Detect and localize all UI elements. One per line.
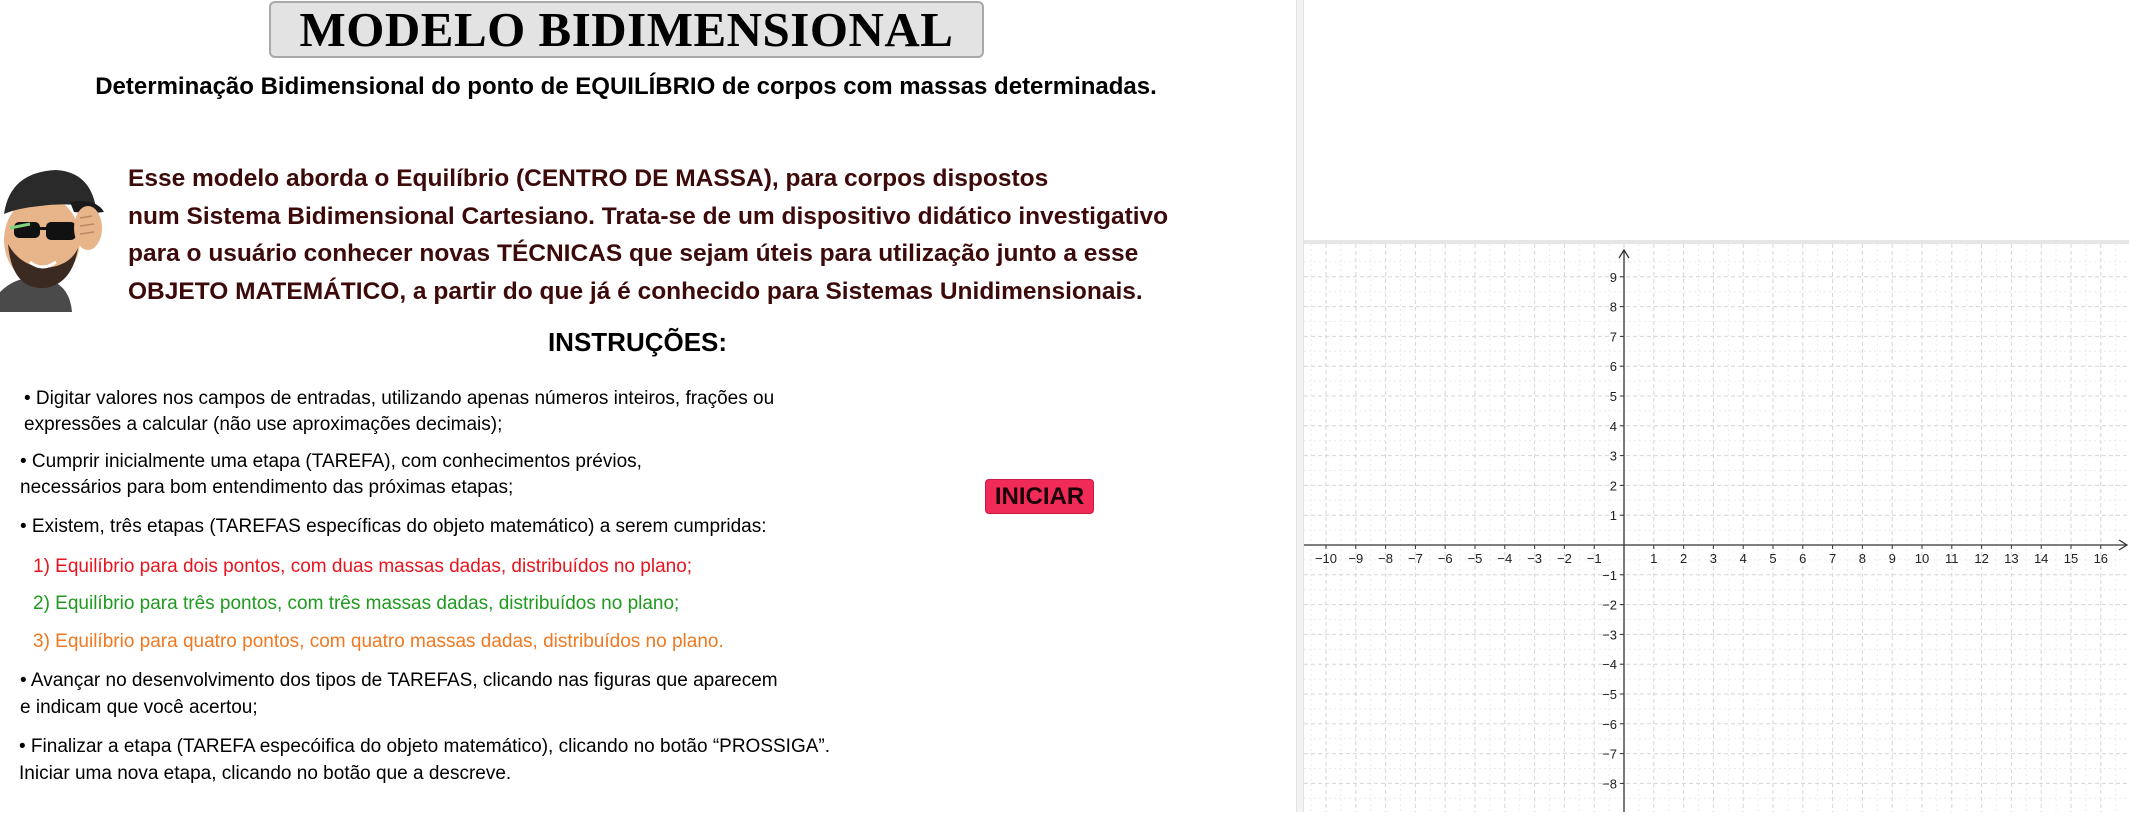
x-tick-label: 16 bbox=[2093, 551, 2109, 566]
x-tick-label: −4 bbox=[1497, 551, 1513, 566]
intro-line: Esse modelo aborda o Equilíbrio (CENTRO DE MASSA), para corpos dispostos bbox=[128, 165, 1049, 192]
y-tick-label: 6 bbox=[1609, 359, 1617, 375]
upper-graphics-panel bbox=[1304, 0, 2129, 244]
graphics-view[interactable] bbox=[1304, 244, 2129, 812]
y-tick-label: −3 bbox=[1602, 627, 1617, 643]
x-tick-label: 4 bbox=[1739, 551, 1747, 566]
x-tick-label: −2 bbox=[1556, 551, 1572, 566]
y-tick-label: 2 bbox=[1609, 478, 1617, 494]
instruction-item: expressões a calcular (não use aproximações decimais); bbox=[24, 414, 503, 435]
y-tick-label: −6 bbox=[1602, 716, 1617, 732]
x-tick-label: −6 bbox=[1437, 551, 1453, 566]
instruction-item: • Digitar valores nos campos de entradas, utilizando apenas números inteiros, frações ou bbox=[24, 388, 775, 409]
intro-paragraph bbox=[128, 160, 1228, 310]
page-title: MODELO BIDIMENSIONAL bbox=[299, 2, 954, 57]
x-tick-label: 1 bbox=[1650, 551, 1658, 566]
intro-line: OBJETO MATEMÁTICO, a partir do que já é conhecido para Sistemas Unidimensionais. bbox=[128, 277, 1143, 305]
x-tick-label: −3 bbox=[1527, 551, 1543, 566]
y-tick-label: 8 bbox=[1609, 299, 1617, 315]
step-item-1: 1) Equilíbrio para dois pontos, com duas massas dadas, distribuídos no plano; bbox=[33, 556, 693, 577]
x-tick-label: 10 bbox=[1914, 551, 1930, 566]
x-tick-label: 12 bbox=[1974, 551, 1989, 566]
x-tick-label: 8 bbox=[1858, 551, 1867, 566]
intro-line: para o usuário conhecer novas TÉCNICAS que sejam úteis para utilização junto a esse bbox=[128, 240, 1139, 267]
title-box bbox=[269, 1, 984, 58]
x-tick-label: −9 bbox=[1348, 551, 1364, 566]
y-tick-label: −5 bbox=[1602, 687, 1617, 702]
instruction-item: Iniciar uma nova etapa, clicando no botão que a descreve. bbox=[19, 763, 512, 784]
instruction-item: • Finalizar a etapa (TAREFA especóifica do objeto matemático), clicando no botão “PROSSIGA”. bbox=[19, 736, 831, 757]
instruction-item: • Existem, três etapas (TAREFAS específicas do objeto matemático) a serem cumpridas: bbox=[20, 516, 767, 537]
cartoon-man-sunglasses-icon bbox=[0, 162, 110, 312]
x-tick-label: 2 bbox=[1679, 551, 1688, 566]
instruction-item: e indicam que você acertou; bbox=[20, 697, 258, 718]
x-tick-label: 11 bbox=[1945, 551, 1959, 566]
x-tick-label: 15 bbox=[2063, 551, 2079, 566]
step-item-3: 3) Equilíbrio para quatro pontos, com quatro massas dadas, distribuídos no plano. bbox=[33, 631, 724, 652]
y-tick-label: 5 bbox=[1609, 389, 1617, 404]
subtitle: Determinação Bidimensional do ponto de EQUILÍBRIO de corpos com massas determinadas. bbox=[95, 73, 1157, 100]
x-tick-label: 5 bbox=[1769, 551, 1777, 566]
y-tick-label: 3 bbox=[1609, 448, 1617, 464]
y-tick-label: −1 bbox=[1602, 567, 1617, 583]
intro-line: num Sistema Bidimensional Cartesiano. Trata-se de um dispositivo didático investigativo bbox=[128, 202, 1169, 230]
x-tick-label: 7 bbox=[1828, 551, 1837, 566]
instructions-heading: INSTRUÇÕES: bbox=[547, 327, 728, 357]
x-tick-label: −7 bbox=[1407, 551, 1423, 566]
panel-divider[interactable] bbox=[1296, 0, 1304, 812]
y-tick-label: 7 bbox=[1609, 329, 1617, 345]
x-tick-label: −1 bbox=[1586, 551, 1602, 566]
x-tick-label: 6 bbox=[1799, 551, 1807, 566]
x-tick-label: 13 bbox=[2004, 551, 2019, 566]
x-tick-label: −8 bbox=[1378, 551, 1394, 566]
instruction-item: • Cumprir inicialmente uma etapa (TAREFA), com conhecimentos prévios, bbox=[20, 451, 642, 472]
instruction-item: • Avançar no desenvolvimento dos tipos de TAREFAS, clicando nas figuras que aparecem bbox=[20, 670, 778, 691]
cartesian-plane[interactable] bbox=[1304, 244, 2129, 812]
y-tick-label: −4 bbox=[1602, 657, 1617, 673]
x-tick-label: 14 bbox=[2033, 551, 2049, 566]
y-tick-label: 9 bbox=[1609, 269, 1617, 285]
x-tick-label: 9 bbox=[1888, 551, 1896, 566]
y-tick-label: −8 bbox=[1602, 776, 1617, 792]
x-tick-label: −5 bbox=[1467, 551, 1483, 566]
x-tick-label: 3 bbox=[1709, 551, 1718, 566]
instruction-item: necessários para bom entendimento das próximas etapas; bbox=[20, 477, 514, 498]
y-tick-label: 4 bbox=[1609, 418, 1617, 434]
x-tick-label: −10 bbox=[1314, 551, 1338, 566]
iniciar-button[interactable]: INICIAR bbox=[985, 479, 1094, 514]
step-item-2: 2) Equilíbrio para três pontos, com três massas dadas, distribuídos no plano; bbox=[33, 593, 680, 614]
y-tick-label: −2 bbox=[1602, 597, 1617, 613]
y-tick-label: −7 bbox=[1602, 746, 1617, 762]
y-tick-label: 1 bbox=[1609, 508, 1617, 524]
